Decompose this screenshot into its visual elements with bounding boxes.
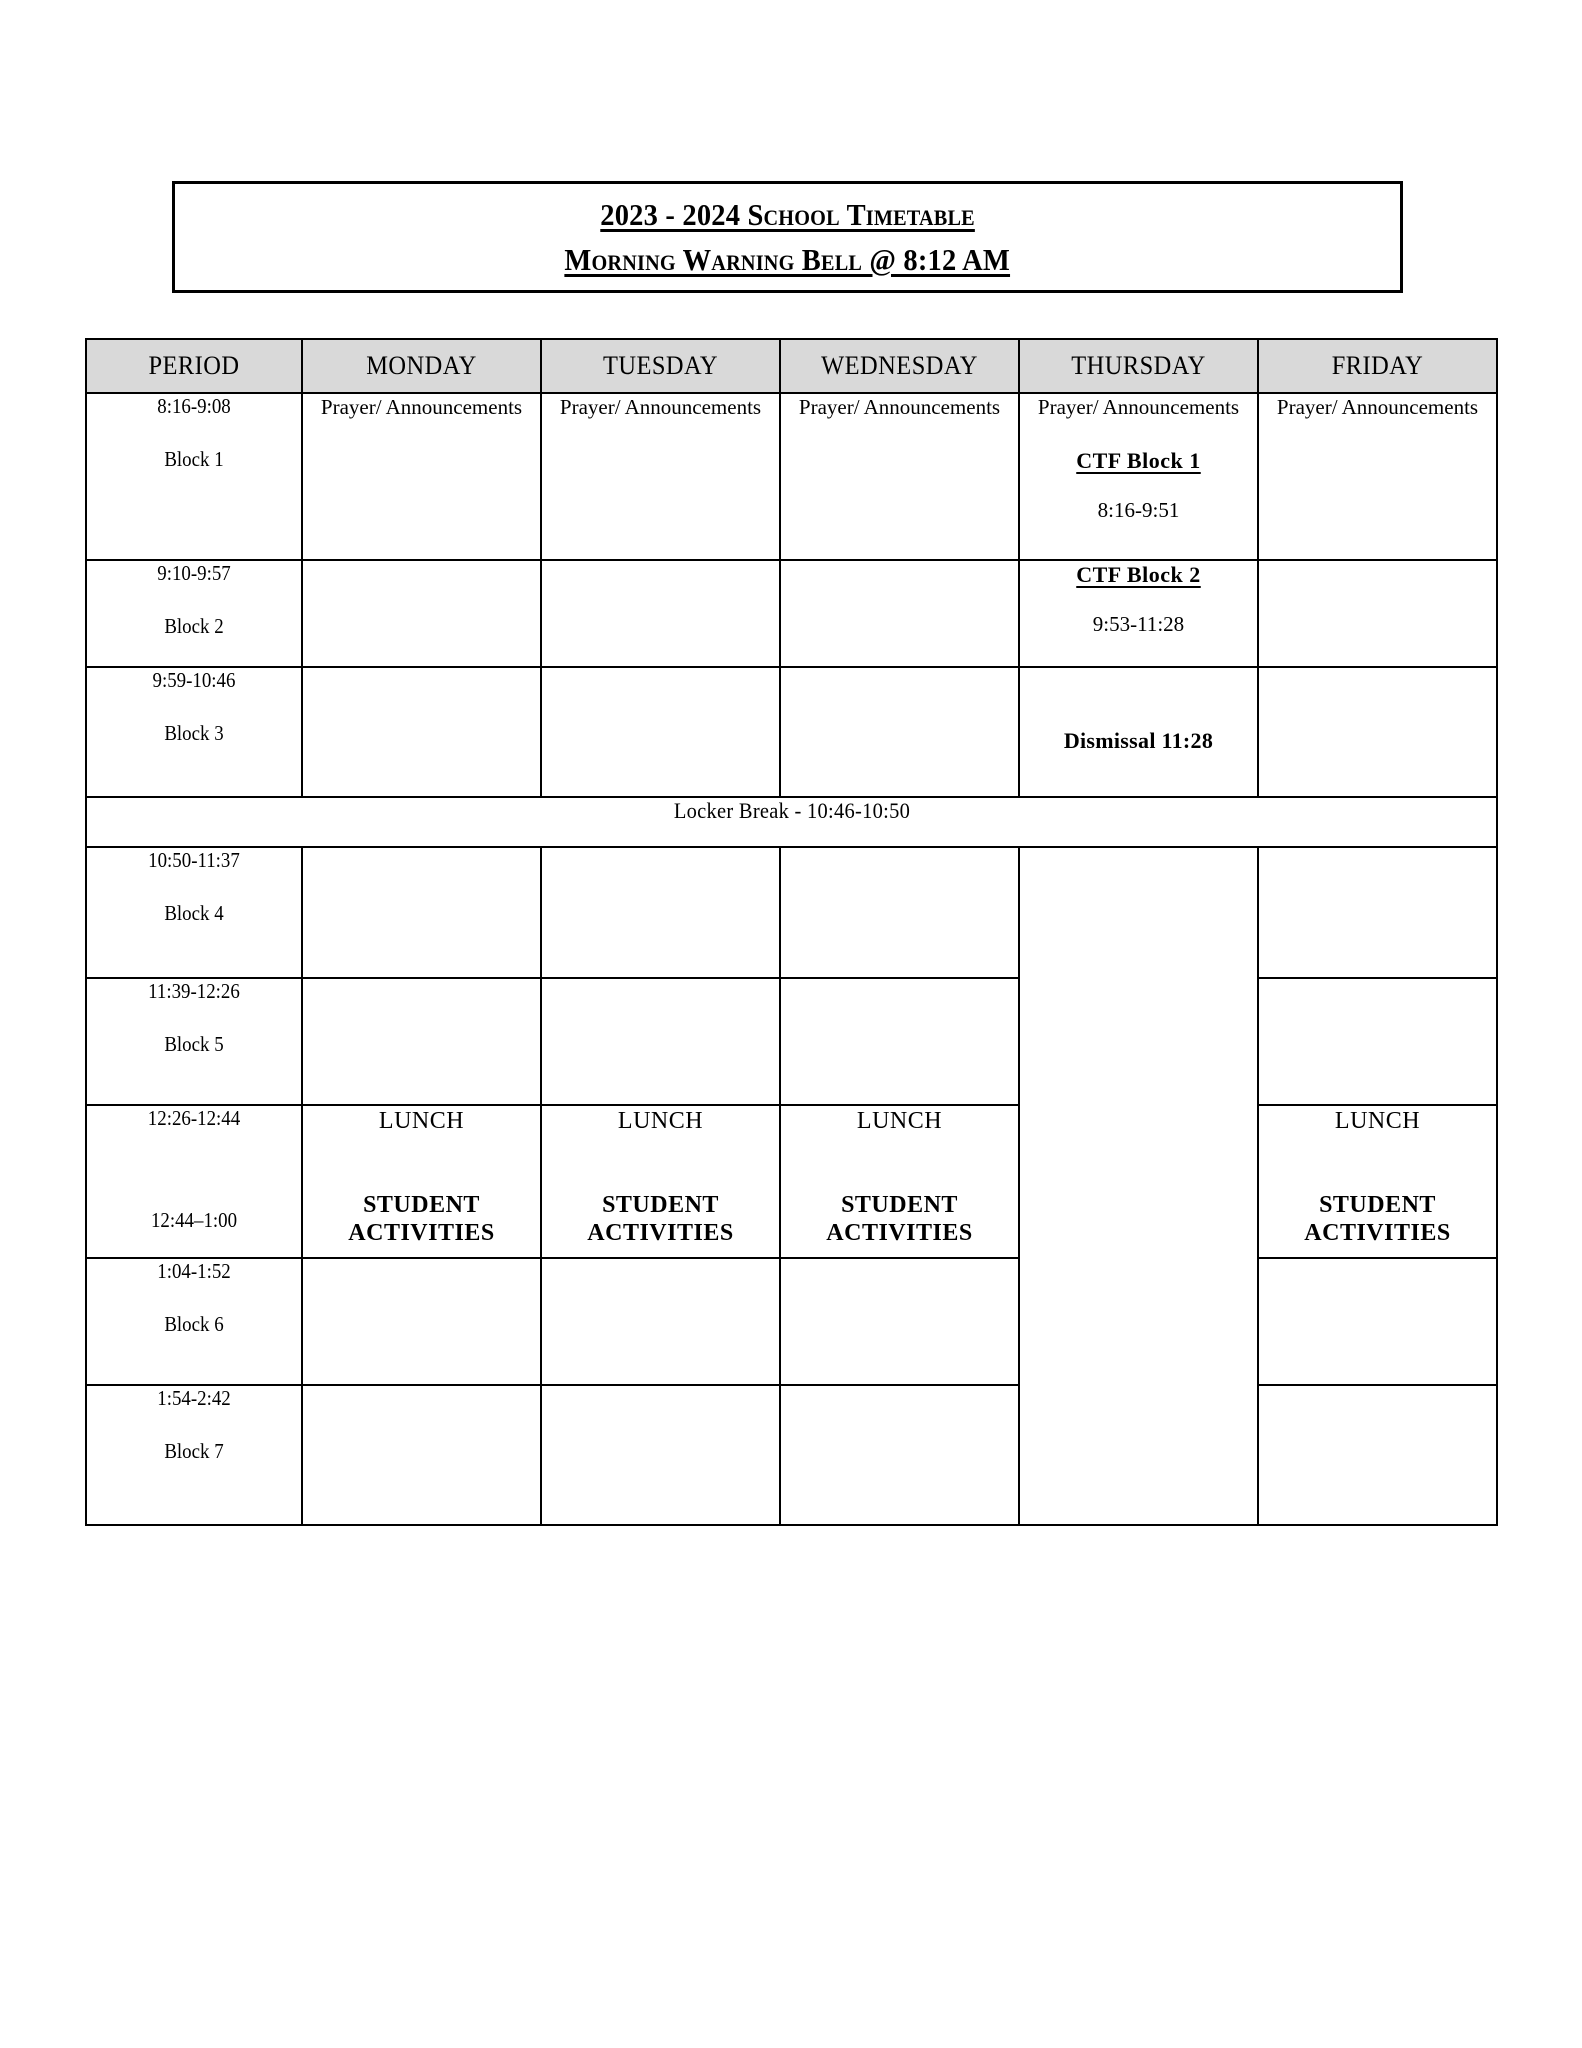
cell-tuesday-block3[interactable] bbox=[541, 667, 780, 797]
document-title-line-1: 2023 - 2024 School Timetable bbox=[600, 196, 975, 232]
cell-friday-block1[interactable] bbox=[1258, 393, 1497, 560]
cell-friday-block5[interactable] bbox=[1258, 978, 1497, 1105]
cell-wednesday-block7[interactable] bbox=[780, 1385, 1019, 1525]
period-cell-block2 bbox=[86, 560, 302, 667]
cell-friday-block6[interactable] bbox=[1258, 1258, 1497, 1385]
ctf-block2-label: CTF Block 2 bbox=[1076, 562, 1201, 587]
table-row-lunch bbox=[86, 1105, 1497, 1258]
period-time-block6: 1:04-1:52 bbox=[157, 1259, 231, 1283]
timetable-container bbox=[85, 338, 1497, 1526]
cell-wednesday-block3[interactable] bbox=[780, 667, 1019, 797]
cell-friday-block4[interactable] bbox=[1258, 847, 1497, 978]
table-row-locker-break bbox=[86, 797, 1497, 847]
cell-monday-lunch[interactable] bbox=[302, 1105, 541, 1258]
title-box bbox=[172, 181, 1403, 293]
cell-tuesday-block5[interactable] bbox=[541, 978, 780, 1105]
student-activities-monday-line2: ACTIVITIES bbox=[348, 1219, 495, 1246]
locker-break-label: Locker Break - 10:46-10:50 bbox=[673, 798, 910, 823]
document-title-line-2: Morning Warning Bell @ 8:12 AM bbox=[564, 241, 1011, 277]
prayer-announcements-wednesday: Prayer/ Announcements bbox=[798, 395, 1001, 419]
period-time-block2: 9:10-9:57 bbox=[157, 561, 231, 585]
period-cell-block7 bbox=[86, 1385, 302, 1525]
period-block-block3: Block 3 bbox=[164, 721, 224, 746]
cell-monday-block1[interactable] bbox=[302, 393, 541, 560]
cell-friday-lunch[interactable] bbox=[1258, 1105, 1497, 1258]
period-time-block5: 11:39-12:26 bbox=[148, 979, 240, 1003]
table-row-block4 bbox=[86, 847, 1497, 978]
column-header-tuesday bbox=[541, 339, 780, 393]
student-activities-wednesday-line1: STUDENT bbox=[841, 1192, 958, 1218]
prayer-announcements-friday: Prayer/ Announcements bbox=[1276, 395, 1479, 419]
cell-tuesday-block7[interactable] bbox=[541, 1385, 780, 1525]
period-cell-block6 bbox=[86, 1258, 302, 1385]
period-time-block3: 9:59-10:46 bbox=[152, 668, 236, 692]
cell-monday-block2[interactable] bbox=[302, 560, 541, 667]
table-row-block6 bbox=[86, 1258, 1497, 1385]
lunch-label-wednesday: LUNCH bbox=[856, 1108, 943, 1134]
period-block-block2: Block 2 bbox=[164, 614, 224, 639]
cell-wednesday-block1[interactable] bbox=[780, 393, 1019, 560]
cell-wednesday-block6[interactable] bbox=[780, 1258, 1019, 1385]
ctf-block1-time: 8:16-9:51 bbox=[1097, 497, 1180, 522]
ctf-block1-label: CTF Block 1 bbox=[1076, 448, 1201, 474]
cell-tuesday-block6[interactable] bbox=[541, 1258, 780, 1385]
lunch-label-monday: LUNCH bbox=[378, 1108, 465, 1134]
column-header-friday bbox=[1258, 339, 1497, 393]
period-block-block5: Block 5 bbox=[164, 1032, 224, 1057]
table-row-block3 bbox=[86, 667, 1497, 797]
period-block-block6: Block 6 bbox=[164, 1312, 224, 1337]
prayer-announcements-thursday: Prayer/ Announcements bbox=[1037, 395, 1240, 419]
period-cell-lunch bbox=[86, 1105, 302, 1258]
cell-wednesday-block2[interactable] bbox=[780, 560, 1019, 667]
period-time-activities: 12:44–1:00 bbox=[150, 1208, 238, 1233]
cell-tuesday-lunch[interactable] bbox=[541, 1105, 780, 1258]
dismissal-label: Dismissal 11:28 bbox=[1063, 728, 1214, 753]
cell-monday-block6[interactable] bbox=[302, 1258, 541, 1385]
column-header-monday bbox=[302, 339, 541, 393]
cell-thursday-block3[interactable] bbox=[1019, 667, 1258, 797]
column-header-wednesday bbox=[780, 339, 1019, 393]
period-cell-block1 bbox=[86, 393, 302, 560]
period-time-block1: 8:16-9:08 bbox=[157, 394, 231, 418]
column-header-friday-label: FRIDAY bbox=[1331, 351, 1424, 380]
table-row-block5 bbox=[86, 978, 1497, 1105]
period-cell-block3 bbox=[86, 667, 302, 797]
cell-friday-block7[interactable] bbox=[1258, 1385, 1497, 1525]
timetable bbox=[85, 338, 1498, 1526]
table-row-block7 bbox=[86, 1385, 1497, 1525]
locker-break-cell bbox=[86, 797, 1497, 847]
column-header-period-label: PERIOD bbox=[148, 351, 240, 380]
cell-wednesday-block5[interactable] bbox=[780, 978, 1019, 1105]
cell-friday-block3[interactable] bbox=[1258, 667, 1497, 797]
period-time-lunch: 12:26-12:44 bbox=[147, 1106, 241, 1130]
student-activities-friday bbox=[1259, 1192, 1496, 1247]
prayer-announcements-monday: Prayer/ Announcements bbox=[320, 395, 523, 419]
student-activities-tuesday-line1: STUDENT bbox=[602, 1192, 719, 1218]
table-row-block2 bbox=[86, 560, 1497, 667]
column-header-thursday-label: THURSDAY bbox=[1071, 351, 1206, 380]
period-cell-block4 bbox=[86, 847, 302, 978]
cell-wednesday-lunch[interactable] bbox=[780, 1105, 1019, 1258]
student-activities-wednesday bbox=[781, 1192, 1018, 1247]
cell-tuesday-block1[interactable] bbox=[541, 393, 780, 560]
student-activities-monday-line1: STUDENT bbox=[363, 1192, 480, 1218]
cell-tuesday-block4[interactable] bbox=[541, 847, 780, 978]
student-activities-tuesday bbox=[542, 1192, 779, 1247]
prayer-announcements-tuesday: Prayer/ Announcements bbox=[559, 395, 762, 419]
student-activities-monday bbox=[303, 1192, 540, 1247]
cell-thursday-block1[interactable] bbox=[1019, 393, 1258, 560]
cell-monday-block5[interactable] bbox=[302, 978, 541, 1105]
student-activities-tuesday-line2: ACTIVITIES bbox=[587, 1219, 734, 1246]
lunch-label-friday: LUNCH bbox=[1334, 1108, 1421, 1134]
cell-tuesday-block2[interactable] bbox=[541, 560, 780, 667]
student-activities-wednesday-line2: ACTIVITIES bbox=[826, 1219, 973, 1246]
lunch-label-tuesday: LUNCH bbox=[617, 1108, 704, 1134]
cell-monday-block3[interactable] bbox=[302, 667, 541, 797]
cell-friday-block2[interactable] bbox=[1258, 560, 1497, 667]
column-header-tuesday-label: TUESDAY bbox=[602, 351, 719, 380]
period-time-block4: 10:50-11:37 bbox=[148, 848, 240, 872]
cell-monday-block7[interactable] bbox=[302, 1385, 541, 1525]
column-header-wednesday-label: WEDNESDAY bbox=[821, 351, 978, 380]
period-block-block1: Block 1 bbox=[164, 447, 224, 472]
table-header-row bbox=[86, 339, 1497, 393]
period-block-block7: Block 7 bbox=[164, 1439, 224, 1464]
column-header-period bbox=[86, 339, 302, 393]
cell-thursday-block2[interactable] bbox=[1019, 560, 1258, 667]
table-row-block1 bbox=[86, 393, 1497, 560]
column-header-thursday bbox=[1019, 339, 1258, 393]
column-header-monday-label: MONDAY bbox=[366, 351, 477, 380]
student-activities-friday-line1: STUDENT bbox=[1319, 1192, 1436, 1218]
period-time-block7: 1:54-2:42 bbox=[157, 1386, 231, 1410]
cell-thursday-afternoon-merged[interactable] bbox=[1019, 847, 1258, 1525]
period-block-block4: Block 4 bbox=[164, 901, 224, 926]
student-activities-friday-line2: ACTIVITIES bbox=[1304, 1219, 1451, 1246]
period-cell-block5 bbox=[86, 978, 302, 1105]
cell-wednesday-block4[interactable] bbox=[780, 847, 1019, 978]
ctf-block2-time: 9:53-11:28 bbox=[1092, 611, 1185, 636]
cell-monday-block4[interactable] bbox=[302, 847, 541, 978]
